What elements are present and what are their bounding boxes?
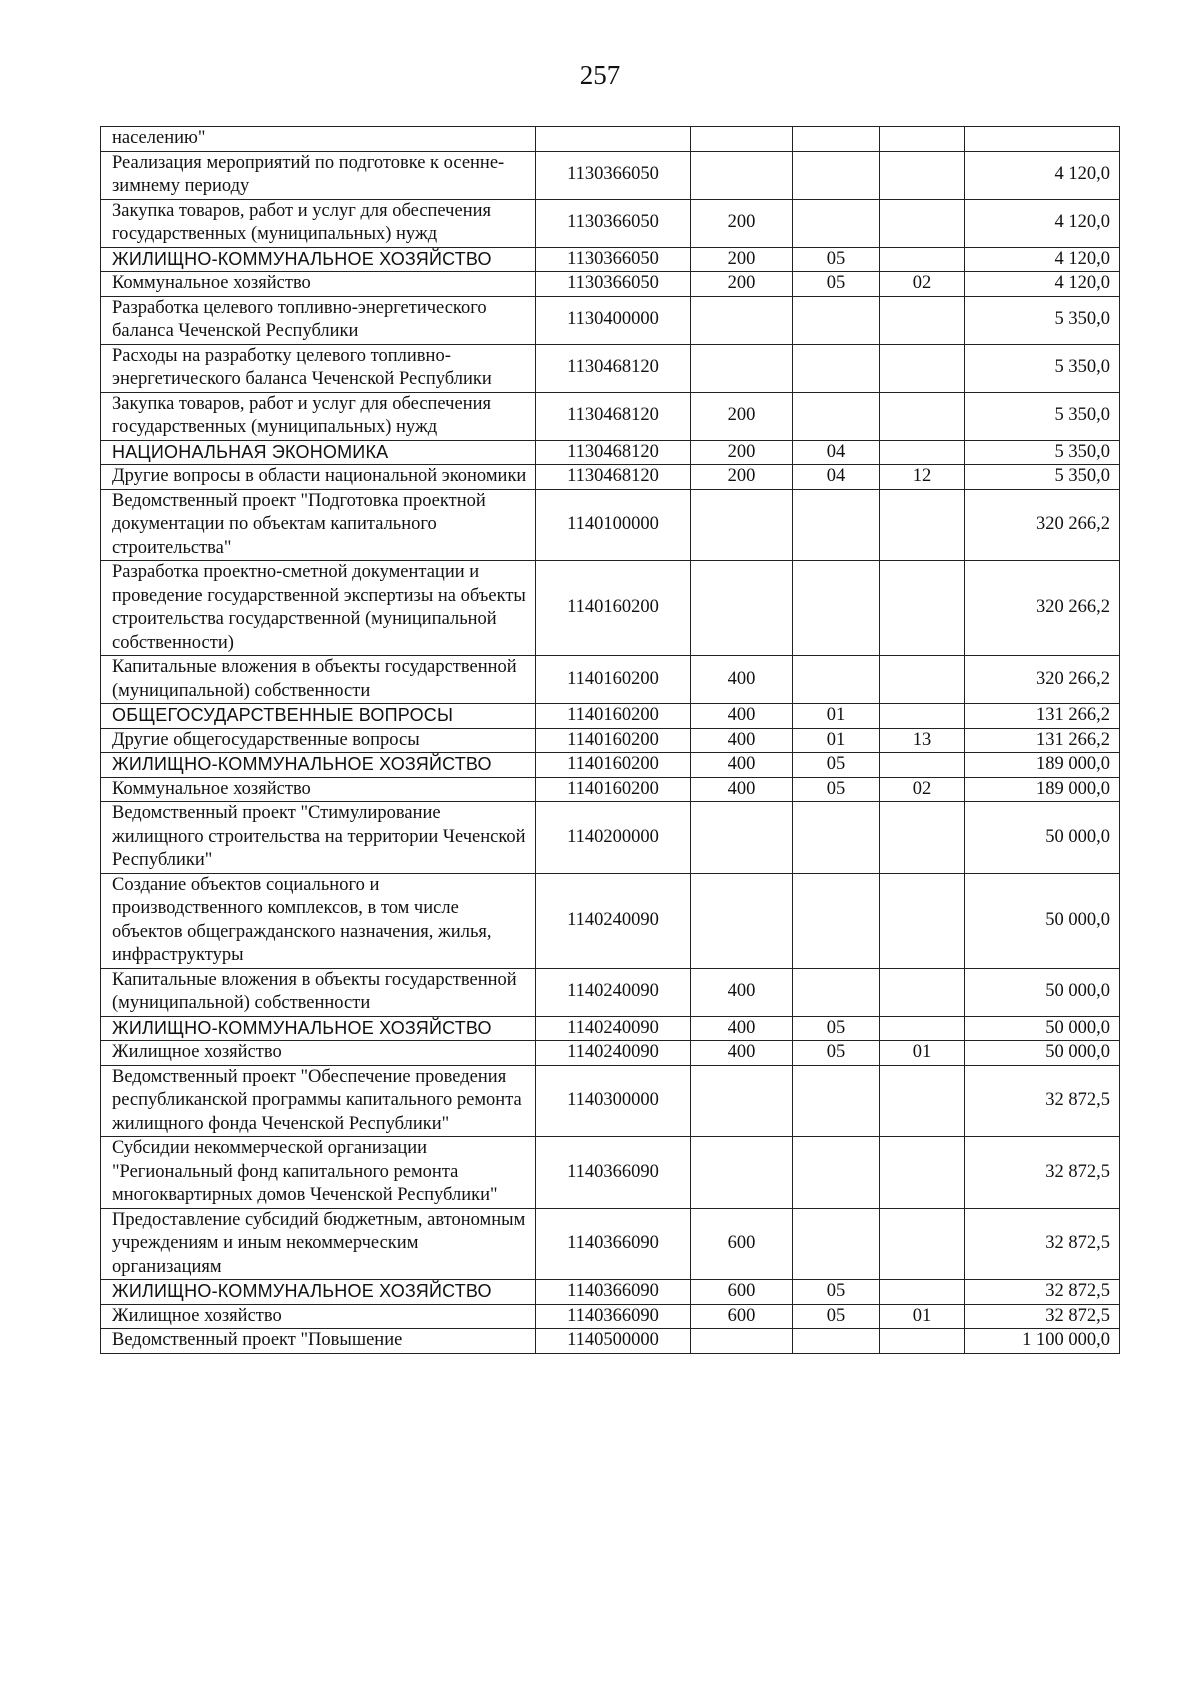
table-row (101, 1041, 1120, 1066)
cell-subsection (880, 1208, 965, 1280)
cell-amount: 5 350,0 (965, 392, 1120, 440)
cell-amount: 5 350,0 (965, 296, 1120, 344)
cell-subsection (880, 873, 965, 968)
budget-table (100, 126, 1120, 1354)
cell-section (793, 656, 880, 704)
cell-name: Жилищное хозяйство (101, 1041, 536, 1066)
cell-target-code: 1140300000 (536, 1065, 691, 1137)
cell-expense-type (691, 296, 793, 344)
cell-subsection (880, 489, 965, 561)
cell-amount: 32 872,5 (965, 1208, 1120, 1280)
cell-expense-type: 200 (691, 392, 793, 440)
cell-section (793, 392, 880, 440)
table-row (101, 968, 1120, 1016)
cell-amount: 50 000,0 (965, 1016, 1120, 1041)
cell-subsection (880, 296, 965, 344)
cell-amount: 5 350,0 (965, 344, 1120, 392)
cell-name: Расходы на разработку целевого топливно-энергетического баланса Чеченской Республики (101, 344, 536, 392)
cell-expense-type: 600 (691, 1208, 793, 1280)
table-row (101, 199, 1120, 247)
cell-subsection (880, 561, 965, 656)
table-row (101, 127, 1120, 152)
cell-amount: 4 120,0 (965, 151, 1120, 199)
cell-target-code: 1140160200 (536, 561, 691, 656)
table-row (101, 1065, 1120, 1137)
cell-subsection (880, 968, 965, 1016)
cell-name: Разработка целевого топливно-энергетического баланса Чеченской Республики (101, 296, 536, 344)
cell-name: Ведомственный проект "Обеспечение проведения республиканской программы капитального ремонта жилищного фонда Чеченской Республики" (101, 1065, 536, 1137)
cell-subsection (880, 1329, 965, 1354)
cell-amount: 50 000,0 (965, 1041, 1120, 1066)
cell-amount: 50 000,0 (965, 873, 1120, 968)
cell-expense-type: 400 (691, 1041, 793, 1066)
cell-expense-type: 400 (691, 1016, 793, 1041)
cell-target-code: 1140160200 (536, 656, 691, 704)
table-row (101, 728, 1120, 753)
cell-section (793, 296, 880, 344)
cell-amount (965, 127, 1120, 152)
cell-amount: 32 872,5 (965, 1065, 1120, 1137)
cell-name: Жилищное хозяйство (101, 1304, 536, 1329)
cell-subsection (880, 392, 965, 440)
cell-name: НАЦИОНАЛЬНАЯ ЭКОНОМИКА (101, 440, 536, 465)
cell-expense-type: 400 (691, 968, 793, 1016)
cell-target-code: 1130468120 (536, 392, 691, 440)
cell-name: Создание объектов социального и производственного комплексов, в том числе объектов общегражданского назначения, жилья, инфраструктуры (101, 873, 536, 968)
cell-target-code: 1140200000 (536, 802, 691, 874)
table-row (101, 802, 1120, 874)
table-row (101, 489, 1120, 561)
cell-expense-type (691, 1137, 793, 1209)
cell-name: населению" (101, 127, 536, 152)
table-row (101, 272, 1120, 297)
table-row (101, 344, 1120, 392)
cell-subsection (880, 656, 965, 704)
cell-target-code: 1140366090 (536, 1280, 691, 1305)
cell-expense-type (691, 802, 793, 874)
cell-name: Капитальные вложения в объекты государственной (муниципальной) собственности (101, 968, 536, 1016)
cell-name: Разработка проектно-сметной документации и проведение государственной экспертизы на объекты строительства государственной (муниципальной собственности) (101, 561, 536, 656)
cell-expense-type (691, 1065, 793, 1137)
table-body (101, 127, 1120, 1354)
cell-target-code: 1140366090 (536, 1208, 691, 1280)
cell-name: ОБЩЕГОСУДАРСТВЕННЫЕ ВОПРОСЫ (101, 704, 536, 729)
cell-subsection: 13 (880, 728, 965, 753)
cell-target-code: 1130468120 (536, 344, 691, 392)
cell-name: Другие общегосударственные вопросы (101, 728, 536, 753)
cell-target-code: 1140240090 (536, 1016, 691, 1041)
cell-expense-type (691, 127, 793, 152)
cell-section: 05 (793, 272, 880, 297)
cell-expense-type: 200 (691, 272, 793, 297)
cell-section: 05 (793, 777, 880, 802)
cell-target-code: 1140160200 (536, 753, 691, 778)
cell-expense-type: 400 (691, 777, 793, 802)
cell-subsection (880, 199, 965, 247)
cell-target-code: 1140160200 (536, 728, 691, 753)
cell-expense-type: 400 (691, 704, 793, 729)
cell-section (793, 344, 880, 392)
cell-target-code: 1130366050 (536, 151, 691, 199)
cell-amount: 131 266,2 (965, 728, 1120, 753)
cell-name: ЖИЛИЩНО-КОММУНАЛЬНОЕ ХОЗЯЙСТВО (101, 753, 536, 778)
cell-subsection: 02 (880, 272, 965, 297)
cell-amount: 4 120,0 (965, 272, 1120, 297)
cell-name: Закупка товаров, работ и услуг для обеспечения государственных (муниципальных) нужд (101, 199, 536, 247)
cell-section: 05 (793, 1016, 880, 1041)
cell-name: Ведомственный проект "Повышение (101, 1329, 536, 1354)
table-row (101, 440, 1120, 465)
cell-name: Закупка товаров, работ и услуг для обеспечения государственных (муниципальных) нужд (101, 392, 536, 440)
cell-subsection (880, 1137, 965, 1209)
table-row (101, 296, 1120, 344)
table-row (101, 151, 1120, 199)
cell-name: ЖИЛИЩНО-КОММУНАЛЬНОЕ ХОЗЯЙСТВО (101, 1016, 536, 1041)
cell-name: Субсидии некоммерческой организации "Региональный фонд капитального ремонта многоквартирных домов Чеченской Республики" (101, 1137, 536, 1209)
cell-subsection: 02 (880, 777, 965, 802)
cell-target-code: 1130468120 (536, 440, 691, 465)
cell-target-code: 1140240090 (536, 1041, 691, 1066)
table-row (101, 753, 1120, 778)
cell-expense-type: 200 (691, 199, 793, 247)
cell-name: Реализация мероприятий по подготовке к осенне-зимнему периоду (101, 151, 536, 199)
cell-subsection: 01 (880, 1304, 965, 1329)
cell-section (793, 873, 880, 968)
cell-section: 05 (793, 1304, 880, 1329)
cell-amount: 5 350,0 (965, 440, 1120, 465)
cell-amount: 189 000,0 (965, 777, 1120, 802)
cell-expense-type: 400 (691, 728, 793, 753)
cell-section: 01 (793, 728, 880, 753)
table-row (101, 704, 1120, 729)
cell-expense-type (691, 489, 793, 561)
cell-section: 04 (793, 465, 880, 490)
cell-amount: 1 100 000,0 (965, 1329, 1120, 1354)
cell-section: 04 (793, 440, 880, 465)
cell-expense-type: 400 (691, 656, 793, 704)
cell-subsection (880, 344, 965, 392)
cell-name: ЖИЛИЩНО-КОММУНАЛЬНОЕ ХОЗЯЙСТВО (101, 1280, 536, 1305)
table-row (101, 392, 1120, 440)
table-row (101, 656, 1120, 704)
cell-subsection (880, 753, 965, 778)
cell-target-code: 1140240090 (536, 968, 691, 1016)
cell-target-code: 1140160200 (536, 704, 691, 729)
cell-expense-type: 600 (691, 1280, 793, 1305)
cell-target-code (536, 127, 691, 152)
cell-target-code: 1130366050 (536, 272, 691, 297)
cell-subsection (880, 440, 965, 465)
cell-section (793, 1065, 880, 1137)
cell-subsection (880, 1280, 965, 1305)
cell-name: Капитальные вложения в объекты государственной (муниципальной) собственности (101, 656, 536, 704)
cell-expense-type (691, 561, 793, 656)
table-row (101, 1280, 1120, 1305)
cell-amount: 5 350,0 (965, 465, 1120, 490)
cell-subsection (880, 247, 965, 272)
cell-section: 05 (793, 1280, 880, 1305)
cell-section: 05 (793, 753, 880, 778)
table-row (101, 1208, 1120, 1280)
cell-subsection (880, 1016, 965, 1041)
cell-section (793, 127, 880, 152)
cell-name: Ведомственный проект "Стимулирование жилищного строительства на территории Чеченской Республики" (101, 802, 536, 874)
cell-subsection: 12 (880, 465, 965, 490)
cell-expense-type: 200 (691, 465, 793, 490)
cell-section (793, 1329, 880, 1354)
cell-expense-type: 200 (691, 247, 793, 272)
cell-target-code: 1130366050 (536, 247, 691, 272)
cell-name: Коммунальное хозяйство (101, 777, 536, 802)
cell-section (793, 802, 880, 874)
cell-amount: 50 000,0 (965, 802, 1120, 874)
cell-name: ЖИЛИЩНО-КОММУНАЛЬНОЕ ХОЗЯЙСТВО (101, 247, 536, 272)
cell-section (793, 1208, 880, 1280)
cell-target-code: 1130400000 (536, 296, 691, 344)
cell-expense-type: 400 (691, 753, 793, 778)
cell-subsection (880, 704, 965, 729)
cell-target-code: 1140240090 (536, 873, 691, 968)
cell-amount: 32 872,5 (965, 1304, 1120, 1329)
cell-target-code: 1140366090 (536, 1304, 691, 1329)
cell-section (793, 968, 880, 1016)
table-row (101, 1304, 1120, 1329)
cell-amount: 32 872,5 (965, 1137, 1120, 1209)
cell-name: Предоставление субсидий бюджетным, автономным учреждениям и иным некоммерческим организациям (101, 1208, 536, 1280)
table-row (101, 465, 1120, 490)
cell-target-code: 1140500000 (536, 1329, 691, 1354)
cell-target-code: 1130468120 (536, 465, 691, 490)
cell-subsection: 01 (880, 1041, 965, 1066)
cell-name: Другие вопросы в области национальной экономики (101, 465, 536, 490)
cell-amount: 189 000,0 (965, 753, 1120, 778)
cell-subsection (880, 127, 965, 152)
cell-section (793, 489, 880, 561)
cell-amount: 4 120,0 (965, 199, 1120, 247)
cell-section (793, 151, 880, 199)
cell-amount: 320 266,2 (965, 656, 1120, 704)
cell-expense-type (691, 151, 793, 199)
cell-target-code: 1140100000 (536, 489, 691, 561)
table-row (101, 561, 1120, 656)
cell-amount: 320 266,2 (965, 489, 1120, 561)
cell-section (793, 1137, 880, 1209)
table-row (101, 873, 1120, 968)
cell-section (793, 561, 880, 656)
cell-section (793, 199, 880, 247)
cell-name: Ведомственный проект "Подготовка проектной документации по объектам капитального строительства" (101, 489, 536, 561)
cell-expense-type (691, 1329, 793, 1354)
cell-amount: 50 000,0 (965, 968, 1120, 1016)
cell-section: 01 (793, 704, 880, 729)
cell-name: Коммунальное хозяйство (101, 272, 536, 297)
table-row (101, 1016, 1120, 1041)
cell-target-code: 1130366050 (536, 199, 691, 247)
page-number: 257 (579, 60, 621, 90)
cell-target-code: 1140160200 (536, 777, 691, 802)
cell-expense-type (691, 873, 793, 968)
cell-subsection (880, 802, 965, 874)
cell-subsection (880, 151, 965, 199)
cell-expense-type: 600 (691, 1304, 793, 1329)
cell-section: 05 (793, 1041, 880, 1066)
cell-amount: 131 266,2 (965, 704, 1120, 729)
cell-target-code: 1140366090 (536, 1137, 691, 1209)
table-row (101, 777, 1120, 802)
table-row (101, 1329, 1120, 1354)
table-row (101, 1137, 1120, 1209)
cell-expense-type: 200 (691, 440, 793, 465)
cell-section: 05 (793, 247, 880, 272)
cell-amount: 320 266,2 (965, 561, 1120, 656)
cell-expense-type (691, 344, 793, 392)
cell-subsection (880, 1065, 965, 1137)
cell-amount: 32 872,5 (965, 1280, 1120, 1305)
table-row (101, 247, 1120, 272)
cell-amount: 4 120,0 (965, 247, 1120, 272)
